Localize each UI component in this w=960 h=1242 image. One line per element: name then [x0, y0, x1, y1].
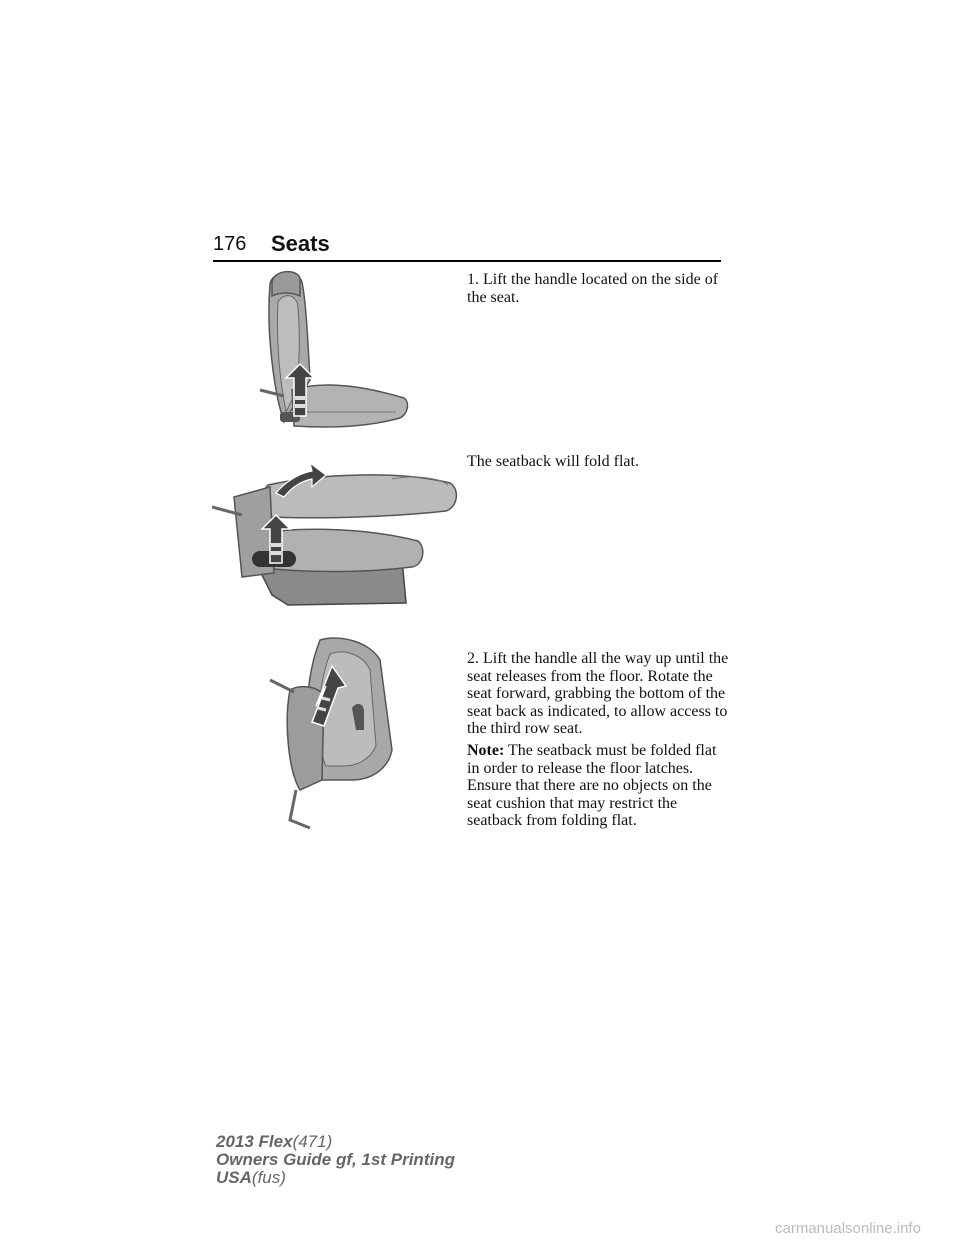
seat-tumble-forward-illustration [260, 630, 410, 830]
footer-model-code: (471) [292, 1132, 333, 1151]
page-number: 176 [213, 233, 247, 255]
note-text: The seatback must be folded flat in order to release the floor latches. Ensure that there are no objects on the seat cushion that may restrict the seatback from folding flat. [467, 742, 717, 830]
page-footer [216, 1133, 455, 1187]
step-1-text: 1. Lift the handle located on the side of the seat. [467, 271, 719, 306]
note-paragraph [467, 742, 729, 830]
footer-region-code: (fus) [251, 1168, 286, 1187]
seatback-folded-flat-illustration [212, 455, 462, 615]
section-title: Seats [271, 231, 330, 256]
fold-flat-text: The seatback will fold flat. [467, 453, 639, 470]
footer-model-line [216, 1133, 455, 1151]
step-2-text: 2. Lift the handle all the way up until the seat releases from the floor. Rotate the seat forward, grabbing the bottom of the seat back as indicated, to allow access to the third row seat. [467, 650, 729, 738]
page-header [213, 232, 721, 262]
footer-guide: Owners Guide gf, 1st Printing [216, 1150, 455, 1169]
footer-model: 2013 Flex [216, 1132, 293, 1151]
note-label: Note: [467, 742, 505, 759]
footer-region: USA [216, 1168, 252, 1187]
footer-region-line [216, 1169, 455, 1187]
watermark: carmanualsonline.info [775, 1220, 921, 1237]
seat-upright-lift-handle-illustration [244, 262, 424, 442]
